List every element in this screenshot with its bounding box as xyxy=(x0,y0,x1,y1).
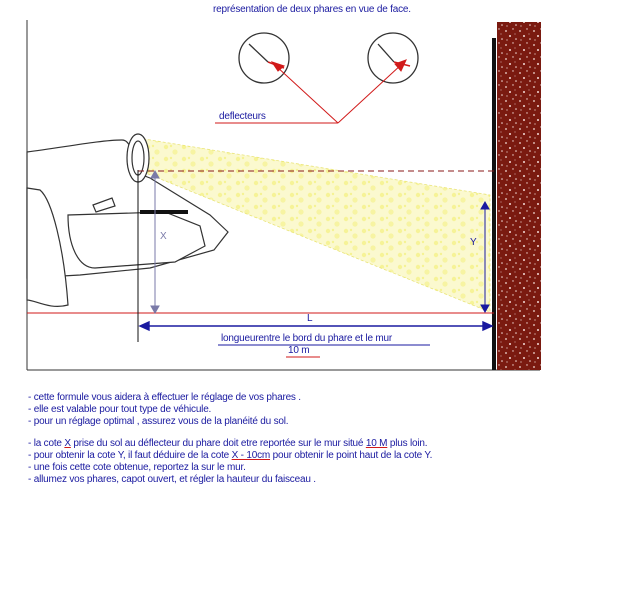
note-line: - pour un réglage optimal , assurez vous de la planéité du sol. xyxy=(28,416,289,427)
left-headlight-front-view xyxy=(239,33,289,83)
note-10m-highlight: 10 M xyxy=(365,438,388,449)
instructions-block xyxy=(28,392,432,486)
note-text: pour obtenir le point haut de la cote Y. xyxy=(270,450,433,461)
y-label: Y xyxy=(470,237,477,248)
note-line: - une fois cette cote obtenue, reportez la sur le mur. xyxy=(28,462,246,473)
l-label: L xyxy=(307,313,313,324)
l-dimension xyxy=(140,322,492,330)
distance-caption: longueurentre le bord du phare et le mur xyxy=(221,333,393,344)
right-headlight-front-view xyxy=(368,33,418,83)
note-text: - la cote xyxy=(28,438,65,449)
deflecteurs-label: deflecteurs xyxy=(219,111,266,122)
note-x-minus-10cm-highlight: X - 10cm xyxy=(231,450,271,461)
wall xyxy=(497,22,541,370)
note-line-y-height xyxy=(28,450,432,462)
note-x-highlight: X xyxy=(64,438,71,449)
page-title: représentation de deux phares en vue de face. xyxy=(213,4,411,15)
note-line: - allumez vos phares, capot ouvert, et régler la hauteur du faisceau . xyxy=(28,474,316,485)
note-text: prise du sol au déflecteur du phare doit etre reportée sur le mur situé xyxy=(70,438,366,449)
note-text: - pour obtenir la cote Y, il faut déduire de la cote xyxy=(28,450,232,461)
distance-value: 10 m xyxy=(288,345,310,356)
note-line-x-height xyxy=(28,438,432,450)
x-label: X xyxy=(160,231,167,242)
note-line: - elle est valable pour tout type de véhicule. xyxy=(28,404,212,415)
note-text: plus loin. xyxy=(387,438,428,449)
note-line: - cette formule vous aidera à effectuer le réglage de vos phares . xyxy=(28,392,301,403)
